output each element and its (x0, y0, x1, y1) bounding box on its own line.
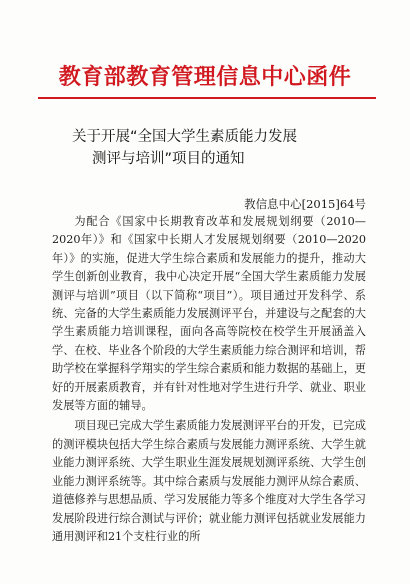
notice-title (72, 126, 372, 170)
letterhead-title: 教育部教育管理信息中心函件 (58, 65, 352, 90)
notice-title-line-2: 测评与培训”项目的通知 (92, 151, 245, 167)
letterhead-rule (38, 97, 376, 99)
body-paragraph-2: 项目现已完成大学生素质能力发展测评平台的开发，已完成的测评模块包括大学生综合素质与发展能力测评系统、大学生就业能力测评系统、大学生职业生涯发展规划测评系统、大学生创业能力测评系统等。其中综合素质与发展能力测评从综合素质、道德修养与思想品质、学习发展能力等多个维度对大学生各学习发展阶段进行综合测试与评价；就业能力测评包括就业发展能力通用测评和21个支柱行业的所 (52, 419, 366, 543)
body-paragraph-1: 为配合《国家中长期教育改革和发展规划纲要（2010—2020年）》和《国家中长期人才发展规划纲要（2010—2020年）》的实施，促进大学生综合素质和发展能力的提升，推动大学生创新创业教育，我中心决定开展“全国大学生素质能力发展测评与培训”项目（以下简称“项目”）。项目通过开发科学、系统、完备的大学生素质能力发展测评平台，并建设与之配套的大学生素质能力培训课程，面向各高等院校在校学生开展涵盖入学、在校、毕业各个阶段的大学生素质能力综合测评和培训，帮助学校在掌握科学翔实的学生综合素质和能力数据的基础上，更好的开展素质教育，并有针对性地对学生进行升学、就业、职业发展等方面的辅导。 (52, 215, 366, 413)
notice-title-line-1: 关于开展“全国大学生素质能力发展 (72, 129, 298, 145)
document-number: 教信息中心[2015]64号 (244, 197, 366, 211)
notice-body (52, 213, 366, 546)
